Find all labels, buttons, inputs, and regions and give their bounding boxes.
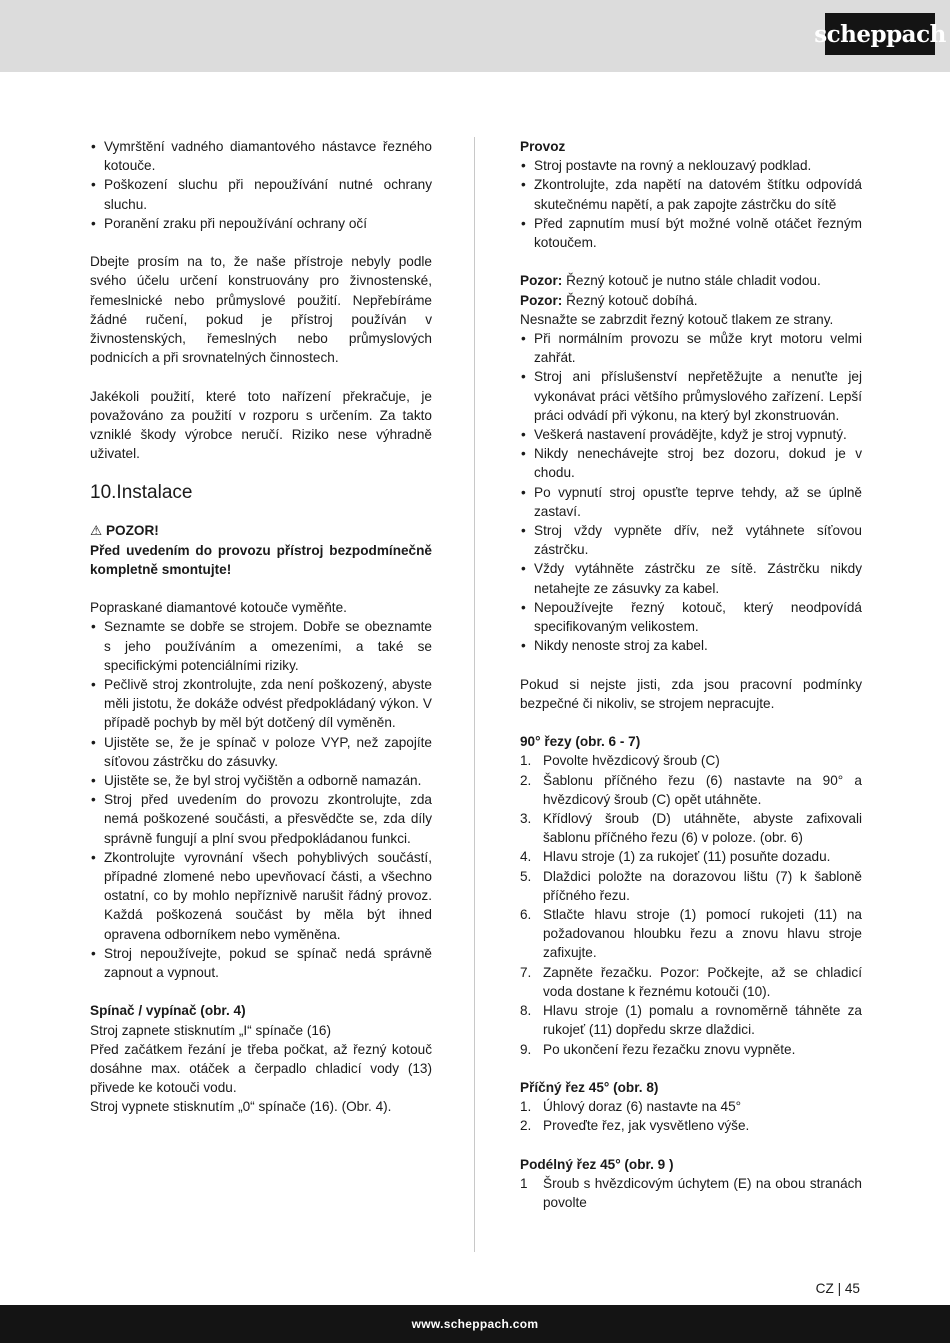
list-item: • Před zapnutím musí být možné volně otáčet řezným kotoučem. — [520, 214, 862, 252]
list-item: • Stroj ani příslušenství nepřetěžujte a nenuťte jej vykonávat práci většího průmyslového zařízení. Lepší práci odvádí při výkonu, na který byl zkonstruován. — [520, 367, 862, 425]
list-item: • Zkontrolujte, zda napětí na datovém štítku odpovídá skutečnému napětí, a pak zapojte zástrčku do sítě — [520, 175, 862, 213]
operation-safety-list — [520, 329, 862, 655]
switch-heading: Spínač / vypínač (obr. 4) — [90, 1003, 246, 1019]
list-item: 9. Po ukončení řezu řezačku znovu vypněte. — [520, 1041, 796, 1057]
switch-line: Stroj zapnete stisknutím „I“ spínače (16) — [90, 1022, 332, 1038]
warning-text: Před uvedením do provozu přístroj bezpodmínečně kompletně smontujte! — [90, 542, 432, 577]
risk-list — [90, 137, 432, 233]
list-item: • Ujistěte se, že byl stroj vyčištěn a odborně namazán. — [90, 771, 432, 790]
unsure-conditions-text: Pokud si nejste jisti, zda jsou pracovní podmínky bezpečné či nikoliv, se strojem nepracujte. — [520, 676, 862, 711]
list-item: 6. Stlačte hlavu stroje (1) pomocí rukojeti (11) na požadovanou hloubku řezu a znovu hlavu stroje zafixujte. — [520, 907, 862, 961]
list-item: • Vždy vytáhněte zástrčku ze sítě. Zástrčku nikdy netahejte ze zásuvky za kabel. — [520, 559, 862, 597]
long-cut-45-heading: Podélný řez 45° (obr. 9 ) — [520, 1156, 674, 1172]
warning-label: POZOR! — [105, 523, 159, 539]
list-item: • Poranění zraku při nepoužívání ochrany očí — [90, 214, 432, 233]
install-checklist — [90, 617, 432, 982]
list-item: • Vymrštění vadného diamantového nástavce řezného kotouče. — [90, 137, 432, 175]
page-number: CZ | 45 — [815, 1281, 860, 1296]
long-cut-45-steps — [520, 1174, 862, 1212]
list-item: • Stroj nepoužívejte, pokud se spínač nedá správně zapnout a vypnout. — [90, 944, 432, 982]
operation-heading: Provoz — [520, 139, 566, 154]
warning-heading — [90, 521, 432, 540]
caution-label: Pozor: — [520, 292, 563, 308]
list-item: 1 Šroub s hvězdicovým úchytem (E) na obou stranách povolte — [520, 1175, 862, 1211]
cross-cut-45-steps — [520, 1097, 862, 1135]
list-item: 3. Křídlový šroub (D) utáhněte, abyste zafixovali šablonu příčného řezu (6) v poloze. (obr. 6) — [520, 811, 862, 846]
list-item: • Stroj postavte na rovný a neklouzavý podklad. — [520, 156, 862, 175]
list-item: • Stroj vždy vypněte dřív, než vytáhnete síťovou zástrčku. — [520, 521, 862, 559]
website-link[interactable]: www.scheppach.com — [411, 1317, 539, 1331]
cross-cut-45-heading: Příčný řez 45° (obr. 8) — [520, 1079, 659, 1095]
cracked-discs-text: Popraskané diamantové kotouče vyměňte. — [90, 600, 347, 616]
list-item: • Poškození sluchu při nepoužívání nutné ochrany sluchu. — [90, 175, 432, 213]
operation-list — [520, 156, 862, 252]
list-item: 8. Hlavu stroje (1) pomalu a rovnoměrně táhněte za rukojeť (11) dopředu skrze dlaždici. — [520, 1003, 862, 1038]
paragraph-intended-use: Dbejte prosím na to, že naše přístroje nebyly podle svého účelu určení konstruovány pro živnostenské, řemeslnické nebo průmyslové použití. Nepřebíráme žádné ručení, pokud je přístroj používán v živnostenských, řemeslných nebo průmyslových podnicích a při srovnatelných činnostech. — [90, 254, 432, 366]
list-item: • Nikdy nenoste stroj za kabel. — [520, 636, 862, 655]
cuts-90-steps — [520, 751, 862, 1058]
list-item: 2. Šablonu příčného řezu (6) nastavte na 90° a hvězdicový šroub (C) opět utáhněte. — [520, 772, 862, 807]
list-item: • Stroj před uvedením do provozu zkontrolujte, zda nemá poškozené součásti, a přesvědčte se, zda díly správně fungují a plní svou předpokládanou funkci. — [90, 790, 432, 848]
column-divider — [474, 137, 475, 1252]
list-item: • Nepoužívejte řezný kotouč, který neodpovídá specifikovaným velikostem. — [520, 598, 862, 636]
list-item: 5. Dlaždici položte na dorazovou lištu (7) k šabloně příčného řezu. — [520, 868, 862, 903]
caution-rundown — [520, 291, 862, 310]
switch-line: Stroj vypnete stisknutím „0“ spínače (16). (Obr. 4). — [90, 1099, 392, 1115]
list-item: 1. Povolte hvězdicový šroub (C) — [520, 753, 720, 769]
list-item: 2. Proveďte řez, jak vysvětleno výše. — [520, 1118, 750, 1134]
list-item: • Po vypnutí stroj opusťte teprve tehdy, až se úplně zastaví. — [520, 483, 862, 521]
section-title-installation: 10.Instalace — [90, 482, 193, 504]
list-item: • Pečlivě stroj zkontrolujte, zda není poškozený, abyste měli jistotu, že dokáže odvést předpokládaný výkon. V případě pochyb by měl být dotčený díl vyměněn. — [90, 675, 432, 733]
right-column — [520, 137, 862, 1212]
warning-triangle-icon: ⚠ — [90, 523, 103, 539]
list-item: • Nikdy nenechávejte stroj bez dozoru, dokud je v chodu. — [520, 444, 862, 482]
list-item: • Seznamte se dobře se strojem. Dobře se obeznamte s jeho používáním a omezeními, a také se specifickými potenciálními riziky. — [90, 617, 432, 675]
left-column — [90, 137, 432, 1117]
caution-label: Pozor: — [520, 273, 563, 289]
paragraph-misuse: Jakékoli použití, které toto nařízení překračuje, je považováno za použití v rozporu s určením. Za takto vzniklé škody výrobce neručí. Riziko nese výhradně uživatel. — [90, 388, 432, 462]
caution-text: Řezný kotouč dobíhá. — [562, 292, 698, 308]
scheppach-logo: scheppach — [825, 13, 935, 55]
caution-cooling — [520, 271, 862, 290]
list-item: • Veškerá nastavení provádějte, když je stroj vypnutý. — [520, 425, 862, 444]
header-band — [0, 0, 950, 72]
cuts-90-heading: 90° řezy (obr. 6 - 7) — [520, 734, 641, 750]
no-brake-text: Nesnažte se zabrzdit řezný kotouč tlakem ze strany. — [520, 311, 834, 327]
list-item: • Ujistěte se, že je spínač v poloze VYP, než zapojíte síťovou zástrčku do zásuvky. — [90, 733, 432, 771]
list-item: • Zkontrolujte vyrovnání všech pohyblivých součástí, případné zlomené nebo upevňovací části, a všechno ostatní, co by mohlo nepříznivě narušit řádný provoz. Každá poškozená součást by měla být ihned opravena odborníkem nebo vyměněna. — [90, 848, 432, 944]
caution-text: Řezný kotouč je nutno stále chladit vodou. — [562, 273, 821, 289]
list-item: • Při normálním provozu se může kryt motoru velmi zahřát. — [520, 329, 862, 367]
list-item: 7. Zapněte řezačku. Pozor: Počkejte, až se chladicí voda dostane k řeznému kotouči (10). — [520, 964, 862, 999]
switch-line: Před začátkem řezání je třeba počkat, až řezný kotouč dosáhne max. otáček a čerpadlo chladicí vody (13) přivede ke kotouči vodu. — [90, 1041, 432, 1096]
footer-band — [0, 1305, 950, 1343]
list-item: 1. Úhlový doraz (6) nastavte na 45° — [520, 1099, 742, 1115]
list-item: 4. Hlavu stroje (1) za rukojeť (11) posuňte dozadu. — [520, 849, 831, 865]
